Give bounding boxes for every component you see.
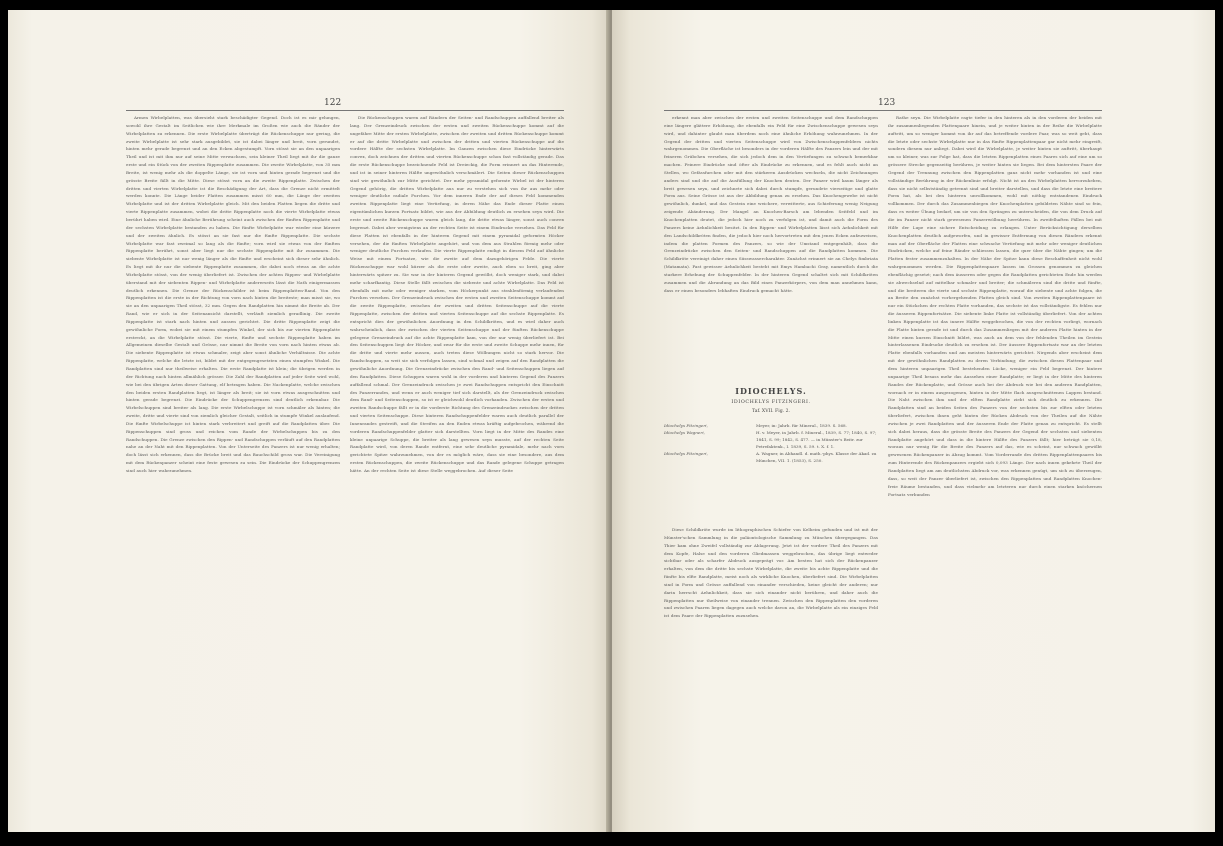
right-col1-top-text: erkennt man aber zwischen der ersten und zweiten Seitenschuppe und dem Randschuppen eine längere glättere Erhöhung, die ebenfalls ein Feld für eine Zwischenschuppe gewesen seyn wird, und dahinter glaubt man überdem noch eine ähnliche Erhöhung wahrzunehmen. In der Gegend der dritten und vierten Seitenschuppe wird von Zwischenschuppenfeldern nichts wahrgenommen. Die Oberfläche ist besonders in der vorderen Hälfte des Panzers lein und der mit feineren Grübchen versehen, die sich jedoch dem in den Vertiefungen zu schwach bemerkbar machen. Feinere Eindrücke sind öfter als Eindrücke zu erkennen, und es fehlt auch nicht an Stellen, wo Gefässfurchen oder mit den stärkeren Ausdrücken wechseln, die nicht Zeichnungen anders sind und die auf die Ausfüllung der Knochen deuten. Der Panzer wird kaum länger als breit gewesen seyn, und zeichnete sich dabei durch stumpfe, gerundete vierseitige und glatte Form aus. Seine Grösse ist aus der Abbildung genau zu ersehen. Das Knochengewebe ist nicht gewöhnlich, dunkel, und das Gestein eine weichere, verwitterte, aus Schieferung wenig Neigung zeigende Abänderung. Der Mangel an Knochen-Barsch am lebenden Seitfeld und im Knochenplatten deutet, die jedoch hier noch zu verfolgen ist, und damit auch die Form des Panzers keine Aehnlichkeit besitzt. In den Rippen- und Wirbelplatten lässt sich Aehnlichkeit mit den Landschildkröten finden, die jedoch hier noch hervortreten mit den jenen Ecken aufzuweisen, indem die platten Formen des Panzers, so wie der Umstand entgegenhält, dass die Grenzeindrücke zwischen den Seiten- und Randschuppen auf die Randplatten kommen. Die Schildkröte vereinigt daher einen Süsswassercharakter. Zunächst erinnert sie an Chelys fimbriata (Matamata). Fast gewisser Aehnlichkeit besteht mit Emys Hambachi Gray, namentlich durch die starkere Erhebung der Schuppenfelder. In der hinteren Gegend schaltet sich mit Schildkröten zusammen und die Abrundung an das Bild eines Panzerkörpers, von dem man annehmen kann, dass er einen besonders lebhaften Eindruck gemacht hätte. — [664, 115, 878, 293]
right-col2-text: Rathe seyn. Die Wirbelplatte ragte tiefer in den hinteren als in den vorderen der beiden mit ihr zusammenliegenden Plattenpaare hinein, und je weiter hinten in der Reihe die Wirbelplatte auftritt, um so weniger kommt von ihr auf das betreffende vordere Paar, was so weit geht, dass die letzte oder sechste Wirbelplatte nur in das fünfte Rippenplattenpaar gar nicht mehr eingreift, sondern diesem nur anliegt. Dabei wird die Wirbelplatte, je weiter hinten sie auftritt, überhaupt um so kleiner, was zur Folge hat, dass die letzten Rippenplatten eines Paares sich auf eine um so grössere Strecke gegenseitig berühren, je weiter hinten sie liegen. Bei dem hintersten Paare der Gegend der Trennung zwischen den Rippenplatten ganz nicht mehr vorhanden ist und eine vollständige Berührung in der Rückenlinie erfolgt. Nicht ist an den Wirbelplatten hervorzuheben, dass sie nicht selbstständig getrennt sind und breiter darstellen, und dass die letzte eine breitere Form hat, als bei den hinteren unvollkommen, wohl mit nöthig entstandenen Eindruck vollkommen. Der durch das Zusammenbiegen der Knochenplatten gebildeten Nähte sind so fein, dass es weiter Übung bedarf, um sie von den Sprüngen zu unterscheiden, die von dem Druck auf die im Panzer nicht stark gewesenen Panzerwölbung herrühren. In zweifelhaften Fällen bei mit Hilfe der Lupe eine sichere Entscheidung zu erlangen. Unter Berücksichtigung derselben Knochenplatten deutlich aufgeworfen, und in gewisser Entfernung von diesen Rändern erkennt man auf der Oberfläche der Platten eine schwache Vertiefung mit mehr oder weniger deutlichen Eindrücken, welche auf feine Ränder schliessen lassen, die quer über die Nähte gingen; um die Platten fester zusammenzuhalten. In der Nähe der Spitze kann diese Beschaffenheit nicht wohl wahrgenommen werden. Die Rippenplattenpaare lassen im Grossen genommen zu gleichen ebenflächig gesetzt; nach dem äusseren oder gegen die Randplatten gerichteten Ende hin werden sie abwechselnd auf mittelbar schmaler und breiter; die schmäleren sind die dritte und fünfte, und die breiteren die vierte und sechste Rippenplatte, worauf die siebente und achte folgen, die an Breite den zunächst vorhergehenden Platten gleich sind. Von zweiten Rippenplattenpaare ist nur ein Stückchen der rechten Platte vorhanden, das sechste ist das vollständigste. Es fehlen nur die äusseren Rippenfortsätze. Die siebente linke Platte ist vollständig überliefert. Von der achten linken Rippenplatte ist das innere Hälfte weggebrochen, die von der rechten vorliegt, wornach die Platte hinten gerade ist und durch das Zusammenliegen mit der anderen Platte hinten in der Mitte einen kurzen Einschnitt bildet, was auch an dem von der fehlenden Theilen im Gestein hinterlassenen Eindrucke deutlich zu ersehen ist. Der äussere Rippenfortsatz war an der letzten Platte ebenfalls vorhanden und am meisten hinterwärts gerichtet. Nirgends aber erscheint dem mit der gewöhnlichen Randplatten zu deren Verbindung; die zwischen diesen Plattenpaar und dem hinteren unpaarigen Theil bestehenden Lücke, weniger ein Feld begrenzt. Der hintere unpaarige Theil besass mehr das Aussehen einer Randplatte; er liegt in der Mitte des hinteren Randes der Rückenplatte, und Grösse auch bei der Abdruck wie bei den anderen Randplatten, wornach er in einem ausgezogenen, hinten in der Mitte flach ausgeschnittenen Lappen bestand. Die Naht zwischen ihm und der elften Randplatte zieht sich deutlich zu erkennen. Die Randplatten sind an beiden Seiten des Panzers von der sechsten bis zur elften oder letzten überliefert, zwischen ihnen geht hinten der Rücken Abdruck von der Theilen auf die Nähte zwischen je zwei Randplatten und der äusseren Ende der Platte genau zu entspricht. Es stellt sich dabei heraus, dass die grösste Breite des Panzers der Gegend der sechsten und siebenten Randplatte angehört und dass in die hintere Hälfte des Panzers fällt; hier beträgt sie 0,18, woraus nur wenig für die Breite des Panzers auf das, wie es scheint, nur schwach gewölbt gewesenen Rückenpanzer in Abzug kommt. Vom Vorderrande des dritten Rippenplattenpaares bis zum Hinterende des Rückenpanzers ergiebt sich 0,093 Länge. Der nach innen gekehrte Theil der Randplatten liegt am am deutlichsten Abdruck vor, was erkennen genügt, um sich zu überzeugen, dass, so weit der Panzer überliefert ist, zwischen den Rippenplatten und Randplatten Knochen-freie Räume bestanden, und dass vielmehr am letzteren nur durch einen starken knöchernen Fortsatz verbunden — [888, 115, 1102, 497]
synonym-name: Idiochelys Fitzingeri, — [664, 423, 708, 428]
species-heading — [664, 384, 878, 414]
synonym-entry — [664, 429, 878, 450]
synonym-name: Idiochelys Fitzingeri, — [664, 451, 708, 456]
synonym-name: Idiochelys Wagneri, — [664, 430, 705, 435]
header-rule-left — [126, 110, 564, 111]
synonym-entry — [664, 450, 878, 464]
left-col1-text: Armen Wirbelplatten, was übersieht stark beschädigter Gegend. Doch ist es mir gelungen, sowohl ihre Gestalt im Seitlichen wie ihre Merkmale im Großen wie auch die Ränder der Wirbelplatten zu erkennen. Die erste Wirbelplatte überträgt die Rückenschuppe nur gering, die zweite Wirbelplatte ist sehr stark ausgebildet, sie ist dabei länger und breit, vorn gerundet, hinten mehr gerade begrenzt und an den Ecken abgestumpft. Vorn stösst sie an den unpaarigen Theil und ist mit ihm nur auf seine Mitte verwachsen, sein kleiner Theil liegt mit ihr die ganze erste und ein Stück von der zweiten Rippenplatte zusammen. Die zweite Wirbelplatte, von 35 mm Breite, ist wenig mehr als die doppelte Länge, sie ist vorn und hinten gerade begrenzt und die grösste Breite fällt in die Mitte. Diese stösst vorn an die zweite Rippenplatte. Zwischen der dritten und vierten Wirbelplatte ist die Beschädigung der Art, dass die Grenze nicht ermittelt werden konnte. Die Länge beider Platten zusammen misst 60 mm, die Länge der zweiten Wirbelplatte und ist der dritten Wirbelplatte gleich. Mit den beiden Platten liegen die dritte und vierte Rippenplatte zusammen, wobei die dritte Rippenplatte noch die vierte Wirbelplatte etwas berührt haben wird. Eine ähnliche Berührung scheint auch zwischen der fünften Rippenplatte und der sechsten Wirbelplatte bestanden zu haben. Die fünfte Wirbelplatte war wieder eine kürzere und der zweiten ähnlich. Es stösst an sie fast nur die fünfte Rippenplatte. Die sechste Wirbelplatte war fast zweimal so lang als die fünfte; vorn wird sie etwas von der fünften Rippenplatte berührt, sonst aber liegt nur die sechste Rippenplatte mit ihr zusammen. Die siebente Wirbelplatte ist nur wenig länger als die fünfte und erscheint sich dieser sehr ähnlich. Es liegt mit ihr nur die siebente Rippenplatte zusammen, die dabei noch etwas an die achte Wirbelplatte stösst, von der wenig überliefert ist. Zwischen der achten Rippen- und Wirbelplatte überstand mit der siebenten Rippen- und Wirbelplatte andererseits lässt die Nath einigermassen deutlich erkennen. Die Grenze der Rückenschilder ist beim Rippenplatten-Rand. Von den Rippenplatten ist die erste in der Richtung von vorn nach hinten die breiteste; man misst sie, wo sie an den unpaarigen Theil stösst, 32 mm. Gegen den Randplatten hin nimmt die Breite ab. Der Rand, wie er sich in der Seitenansicht darstellt, verläuft ziemlich geradlinig. Die zweite Rippenplatte ist stark nach hinten und aussen gerichtet. Die dritte Rippenplatte zeigt die gewöhnliche Form, wobei sie mit einem stumpfen Winkel, der sich bis zur vierten Rippenplatte erstreckt, an die Wirbelplatte stösst. Die vierte, fünfte und sechste Rippenplatte haben im Allgemeinen dieselbe Gestalt und Grösse, nur nimmt die Breite von vorn nach hinten etwas ab. Die siebente Rippenplatte ist etwas schmaler, zeigt aber sonst ähnliche Verhältnisse. Die achte Rippenplatte, welche die letzte ist, bildet mit der entgegengesetzten einen stumpfen Winkel. Die Randplatten sind nur theilweise erhalten. Die erste Randplatte ist klein; die übrigen werden in der Richtung nach hinten allmählich grösser. Die Zahl der Randplatten auf jeder Seite wird wohl, wie bei den übrigen Arten dieser Gattung, elf betragen haben. Die Nackenplatte, welche zwischen den beiden ersten Randplatten liegt, ist länger als breit; sie ist vorn etwas ausgeschnitten und hinten gerade begrenzt. Die Eindrücke der Schuppengrenzen sind deutlich erkennbar. Die Wirbelschuppen sind breiter als lang. Die erste Wirbelschuppe ist vorn schmäler als hinten; die zweite, dritte und vierte sind von ziemlich gleicher Gestalt, seitlich in stumpfe Winkel auslaufend. Die fünfte Wirbelschuppe ist hinten stark verbreitert und greift auf die Randplatten über. Die Rippenschuppen sind gross und reichen vom Rande der Wirbelschuppen bis zu den Randschuppen. Die Grenze zwischen den Rippen- und Randschuppen verläuft auf den Randplatten nahe an der Naht mit den Rippenplatten. Von der Unterseite des Panzers ist nur wenig erhalten; doch lässt sich erkennen, dass die Brücke breit und das Bauchschild gross war. Die Vereinigung mit dem Rückenpanzer scheint eine feste gewesen zu sein. Die Eindrücke der Schuppengrenzen sind auch hier wahrzunehmen. — [126, 115, 340, 473]
left-page-column-2 — [350, 114, 564, 832]
left-col2-text: Die Rückenschuppen waren auf Rändern der Seiten- und Randschuppen auffallend breiter als lang. Der Grenzeindruck zwischen der ersten und zweiten Rückenschuppe kommt auf die ungefähre Mitte der ersten Wirbelplatte, zwischen der zweiten und dritten Rückenschuppe kommt er auf die dritte Wirbelplatte und zwischen der dritten und vierten Rückenschuppe auf die vordere Hälfte der sechsten Wirbelplatte. Im Ganzen zwischen diese Eindrücke hinterwärts convex, doch zeichnen der dritten und vierten Rückenschuppe schon fast vollständig gerade. Das die erste Rückenschuppe bezeichnende Feld ist Dreieckig, die Form erinnert an das Hinterende, und ist in seiner hinteren Hälfte ungewöhnlich verschmälert. Die Seiten dieser Rückenschuppen sind wie gewöhnlich zur Mitte gerichtet. Der mehr pyramidal geformte Wirbel ist der hinteren Gegend gehörig, die dritten Wirbelplatte aus nur zu verstehen sich von ihr aus mehr oder weniger deutliche radiale Furchen. Vor dem inneren Ende der auf dieses Feld kommenden zweiten Rippenplatte liegt eine Vertiefung, in deren Nähe das Ende dieser Platte einen eigentümlichen kurzen Fortsatz bildet, wie aus der Abbildung deutlich zu ersehen seyn wird. Die erste und zweite Rückenschuppe waren gleich lang, die dritte etwas länger, sonst auch convex begrenzt. Dabei aber wenigstens an der rechten Seite ist einem Eindrucke versehen. Das Feld für diese Platten ist ebenfalls in der hinteren Gegend mit einem pyramidal geformten Höcker versehen, der die fünften Wirbelplatte angehört, und von dem aus Strahlen förmig mehr oder weniger deutliche Furchen verlaufen. Die vierte Rippenplatte endigt in diesem Feld auf ähnliche Weise mit einem Fortsatze, wie die zweite auf dem dazugehörigen Felde. Die vierte Rückenschuppe war wohl kürzer als die erste oder zweite, auch eben so breit, ging aber hinterwärts spitzer zu. Sie war in der hinteren Gegend gewölbt, doch weniger stark, und dabei mehr scharfkantig. Diese Stelle fällt zwischen die siebente und achte Wirbelplatte. Das Feld ist ebenfalls mit mehr oder weniger starken, vom Höckerpunkt aus strahlenförmig verlaufenden Furchen versehen. Der Grenzeindruck zwischen der ersten und zweiten Seitenschuppe kommt auf die zweite Rippenplatte, zwischen der zweiten und dritten Seitenschuppe auf die vierte Rippenplatte, zwischen der dritten und vierten Seitenschuppe auf die sechste Rippenplatte. Es entspricht dies der gewöhnlichen Anordnung in den Schildkröten, und es wird daher auch wahrscheinlich, dass der zwischen der vierten Seitenschuppe und der fünften Rückenschuppe gelegene Grenzeindruck auf die achte Rippenplatte kam, von der nur wenig überliefert ist. Bei den Seitenschuppen liegt der Höcker, und zwar für die erste und zweite Schuppe mehr innen, für die dritte und vierte mehr aussen, auch treten diese Wölbungen nicht so stark hervor. Die Randschuppen, so weit sie sich verfolgen lassen, sind schmal und zeigen auf den Randplatten die gewöhnliche Anordnung. Die Grenzeindrücke zwischen den Rand- und Seitenschuppen liegen auf den Randplatten. Diese Schuppen waren wohl in der vorderen und hinteren Gegend des Panzers auffallend schmal. Der Grenzeindruck zwischen je zwei Randschuppen entspricht den Einschnitt des Panzerrandes, und wenn er auch weniger tief sich darstellt, als der Grenzeindruck zwischen dem Rand- und Seitenschuppen, so ist er gleichwohl deutlich vorhanden. Zwischen der ersten und zweiten Randschuppe fällt er in die vorderste Richtung des Grenzeindruckes zwischen der dritten und vierten Seitenschuppe. Diese hinteren Randschuppenfelder waren auch deutlich parallel der Innenrandes gestreift, und die Streifen an den Enden etwas kräftig aufgebrochen, während die vorderen Randschuppenfelder glatter sich darstellten. Vorn liegt in der Mitte des Randes eine kleine unpaarige Schuppe, die breiter als lang gewesen seyn musste, auf der rechten Seite Randplatte wird, von deren Rande entfernt, eine sehr deutliche pyramidale, mehr nach vorn gerichtete Spitze wahrzunehmen, von der es möglich wäre, dass sie eine besondere, aus dem ersten Rückenschuppen, die zweite Rückenschuppe und das Rande gelegene Schuppe getragen hätte. An der rechten Seite ist diese Stelle weggebrochen. Auf dieser Seite — [350, 115, 564, 473]
page-number-left: 122 — [324, 98, 342, 108]
right-page — [612, 10, 1215, 832]
synonym-reference: H. v. Meyer, in Jahrb. f. Mineral., 1839, S. 77; 1840, S. 97; 1841, S. 99; 1842, S. 477. — in Münster's Beitr. zur Petrefaktenk., I. 1839, S. 59. t. X. f. 1. — [756, 430, 877, 449]
right-page-column-2 — [888, 114, 1102, 832]
synonym-entry — [664, 422, 878, 429]
left-page — [8, 10, 610, 832]
genus-title: IDIOCHELYS. — [735, 386, 807, 396]
left-page-column-1 — [126, 114, 340, 832]
plate-reference: Taf. XVII. Fig. 2. — [752, 409, 790, 414]
synonym-reference: Meyer, in: Jahrb. für Mineral., 1839. S. 568. — [756, 423, 847, 428]
species-title: IDIOCHELYS FITZINGERI. — [731, 400, 811, 405]
synonymy-list — [664, 422, 878, 464]
header-rule-right — [664, 110, 1102, 111]
right-col1-bottom-text: Diese Schildkröte wurde im lithographischen Schiefer von Kelheim gefunden und ist mit der Münster'schen Sammlung in die paläontologische Sammlung zu München übergegangen. Das Thier kam ohne Zweifel vollständig zur Ablagerung. Jetzt ist der vordere Theil des Panzers mit dem Kopfe, Halse und den vorderen Gliedmassen weggebrochen, das übrige liegt entweder sichtbar oder als scharfer Abdruck ausgeprägt vor. Am besten hat sich der Rückenpanzer erhalten, von dem die dritte bis sechste Wirbelplatte, die zweite bis achte Rippenplatte und die fünfte bis elfte Randplatte, meist noch als wirkliche Knochen, überliefert sind. Die Wirbelplatten sind in Form und Grösse auffallend von einander verschieden, keine gleicht der anderen; nur darin herrscht Aehnlichkeit, dass sie sich einander nicht berühren, und daher auch die Rippenplatten nur theilweise von einander trennen. Zwischen den Rippenplatten den vorderen und zwischen Paaren liegen dagegen auch welche davon an, die Wirbelplatte als ein einziges Feld ist dem Paare der Rippenplatten zuzusehen. — [664, 527, 878, 619]
synonym-reference: A. Wagner, in Abhandl. d. math.-phys. Klasse der Akad. zu München, VII. 1. (1853), S. 250. — [756, 451, 877, 463]
right-page-column-1-bottom — [664, 526, 878, 832]
page-number-right: 123 — [878, 98, 896, 108]
